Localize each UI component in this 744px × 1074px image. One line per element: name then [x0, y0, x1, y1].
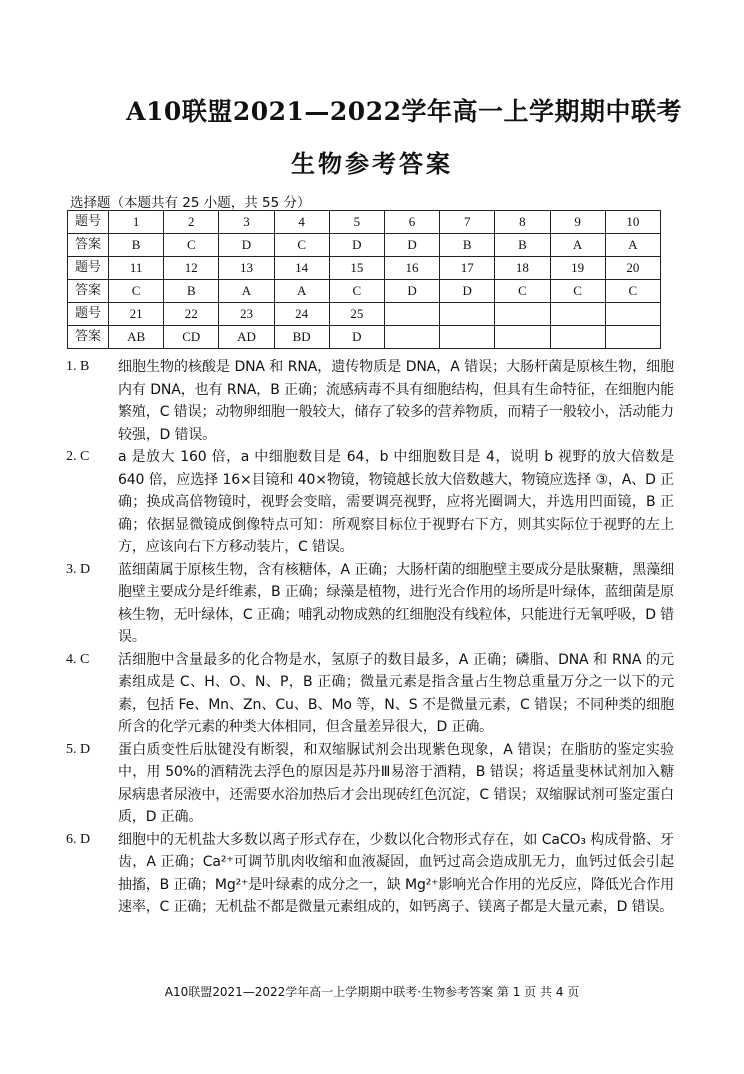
question-number-cell: [440, 303, 495, 326]
table-row: [68, 303, 661, 326]
answer-cell: C: [164, 234, 219, 257]
answer-cell: B: [440, 234, 495, 257]
answer-row-label: 答案: [68, 280, 109, 303]
explanation-item-2: [66, 446, 674, 559]
answer-cell: [384, 326, 439, 349]
section-heading: 选择题（本题共有 25 小题，共 55 分）: [70, 195, 311, 211]
answer-cell: C: [329, 280, 384, 303]
answer-cell: [495, 326, 550, 349]
explanation-text: 细胞生物的核酸是 DNA 和 RNA，遗传物质是 DNA，A 错误；大肠杆菌是原核生物，细胞内有 DNA，也有 RNA，B 正确；流感病毒不具有细胞结构，但具有生命特征，在细胞内能繁殖，C 错误；动物卵细胞一般较大，储存了较多的营养物质，而精子一般较小，活动能力较强，D 错误。: [118, 359, 674, 443]
answer-cell: A: [550, 234, 605, 257]
explanation-text: a 是放大 160 倍，a 中细胞数目是 64，b 中细胞数目是 4，说明 b 视野的放大倍数是 640 倍，应选择 16×目镜和 40×物镜，物镜越长放大倍数越大，物镜应选择 ③，A、D 正确；换成高倍物镜时，视野会变暗，需要调亮视野，应将光圈调大，并选用凹面镜，B 正确；依据显微镜成倒像特点可知：所观察目标位于视野右下方，则其实际位于视野的左上方，应该向右下方移动装片，C 错误。: [118, 449, 674, 555]
answer-cell: [605, 326, 660, 349]
answer-cell: D: [219, 234, 274, 257]
question-number-cell: 5: [329, 211, 384, 234]
question-number-cell: 9: [550, 211, 605, 234]
question-number-cell: 3: [219, 211, 274, 234]
explanation-number: 3. D: [66, 561, 91, 577]
table-row: [68, 326, 661, 349]
question-number-cell: 16: [384, 257, 439, 280]
explanation-item-1: [66, 356, 674, 446]
answer-cell: B: [109, 234, 164, 257]
question-number-cell: 13: [219, 257, 274, 280]
explanation-number: 5. D: [66, 741, 91, 757]
question-number-row-label: 题号: [68, 303, 109, 326]
answer-cell: CD: [164, 326, 219, 349]
question-number-cell: 25: [329, 303, 384, 326]
explanation-number: 1. B: [66, 359, 90, 374]
question-number-cell: 24: [274, 303, 329, 326]
question-number-cell: 15: [329, 257, 384, 280]
question-number-cell: 20: [605, 257, 660, 280]
explanation-number: 2. C: [66, 449, 90, 464]
page-footer: A10联盟2021—2022学年高一上学期期中联考·生物参考答案 第 1 页 共 4 页: [164, 985, 580, 999]
question-number-cell: 2: [164, 211, 219, 234]
answer-table: [67, 210, 661, 349]
explanation-text: 蓝细菌属于原核生物，含有核糖体，A 正确；大肠杆菌的细胞壁主要成分是肽聚糖，黑藻细胞壁主要成分是纤维素，B 正确；绿藻是植物，进行光合作用的场所是叶绿体，蓝细菌是原核生物，无叶绿体，C 正确；哺乳动物成熟的红细胞没有线粒体，只能进行无氧呼吸，D 错误。: [118, 561, 674, 645]
answer-cell: B: [164, 280, 219, 303]
answer-cell: A: [274, 280, 329, 303]
question-number-cell: 11: [109, 257, 164, 280]
question-number-cell: [384, 303, 439, 326]
table-row: [68, 257, 661, 280]
question-number-cell: 1: [109, 211, 164, 234]
answer-cell: D: [329, 326, 384, 349]
answer-cell: C: [274, 234, 329, 257]
answer-cell: D: [384, 234, 439, 257]
question-number-cell: 12: [164, 257, 219, 280]
answer-cell: [550, 326, 605, 349]
explanation-text: 活细胞中含量最多的化合物是水，氢原子的数目最多，A 正确；磷脂、DNA 和 RNA 的元素组成是 C、H、O、N、P，B 正确；微量元素是指含量占生物总重量万分之一以下的元素，包括 Fe、Mn、Zn、Cu、B、Mo 等，N、S 不是微量元素，C 错误；不同种类的细胞所含的化学元素的种类大体相同，但含量差异很大，D 正确。: [118, 651, 674, 735]
answer-cell: BD: [274, 326, 329, 349]
question-number-cell: 7: [440, 211, 495, 234]
answer-cell: C: [550, 280, 605, 303]
explanation-number: 4. C: [66, 651, 90, 667]
question-number-cell: 21: [109, 303, 164, 326]
question-number-cell: 6: [384, 211, 439, 234]
answer-cell: AB: [109, 326, 164, 349]
explanation-text: 细胞中的无机盐大多数以离子形式存在，少数以化合物形式存在，如 CaCO₃ 构成骨骼、牙齿，A 正确；Ca²⁺可调节肌肉收缩和血液凝固，血钙过高会造成肌无力，血钙过低会引起抽搐，B 正确；Mg²⁺是叶绿素的成分之一，缺 Mg²⁺影响光合作用的光反应，降低光合作用速率，C 正确；无机盐不都是微量元素组成的，如钙离子、镁离子都是大量元素，D 错误。: [118, 831, 674, 915]
answer-row-label: 答案: [68, 326, 109, 349]
question-number-cell: 4: [274, 211, 329, 234]
answer-cell: B: [495, 234, 550, 257]
question-number-row-label: 题号: [68, 257, 109, 280]
question-number-cell: 18: [495, 257, 550, 280]
question-number-cell: 19: [550, 257, 605, 280]
explanation-text: 蛋白质变性后肽键没有断裂，和双缩脲试剂会出现紫色现象，A 错误；在脂肪的鉴定实验中，用 50%的酒精洗去浮色的原因是苏丹Ⅲ易溶于酒精，B 错误；将适量斐林试剂加入糖尿病患者尿液中，还需要水浴加热后才会出现砖红色沉淀，C 错误；双缩脲试剂可鉴定蛋白质，D 正确。: [118, 741, 674, 825]
question-number-cell: 22: [164, 303, 219, 326]
answer-cell: [440, 326, 495, 349]
table-row: [68, 234, 661, 257]
page-subtitle: 生物参考答案: [291, 149, 453, 178]
page-title: A10联盟2021—2022学年高一上学期期中联考: [126, 97, 682, 126]
answer-row-label: 答案: [68, 234, 109, 257]
answer-cell: D: [440, 280, 495, 303]
question-number-cell: 17: [440, 257, 495, 280]
table-row: [68, 211, 661, 234]
answer-cell: C: [495, 280, 550, 303]
explanation-item-6: [66, 829, 674, 919]
question-number-cell: [495, 303, 550, 326]
explanation-item-3: [66, 559, 674, 649]
question-number-cell: 8: [495, 211, 550, 234]
question-number-cell: [605, 303, 660, 326]
question-number-cell: 14: [274, 257, 329, 280]
question-number-cell: [550, 303, 605, 326]
answer-cell: AD: [219, 326, 274, 349]
question-number-row-label: 题号: [68, 211, 109, 234]
answer-cell: A: [605, 234, 660, 257]
explanation-number: 6. D: [66, 831, 91, 847]
answer-cell: C: [109, 280, 164, 303]
question-number-cell: 23: [219, 303, 274, 326]
answer-cell: A: [219, 280, 274, 303]
answer-cell: C: [605, 280, 660, 303]
explanation-item-5: [66, 739, 674, 829]
table-row: [68, 280, 661, 303]
question-number-cell: 10: [605, 211, 660, 234]
answer-cell: D: [329, 234, 384, 257]
answer-cell: D: [384, 280, 439, 303]
explanation-item-4: [66, 649, 674, 739]
explanation-list: [66, 356, 674, 919]
